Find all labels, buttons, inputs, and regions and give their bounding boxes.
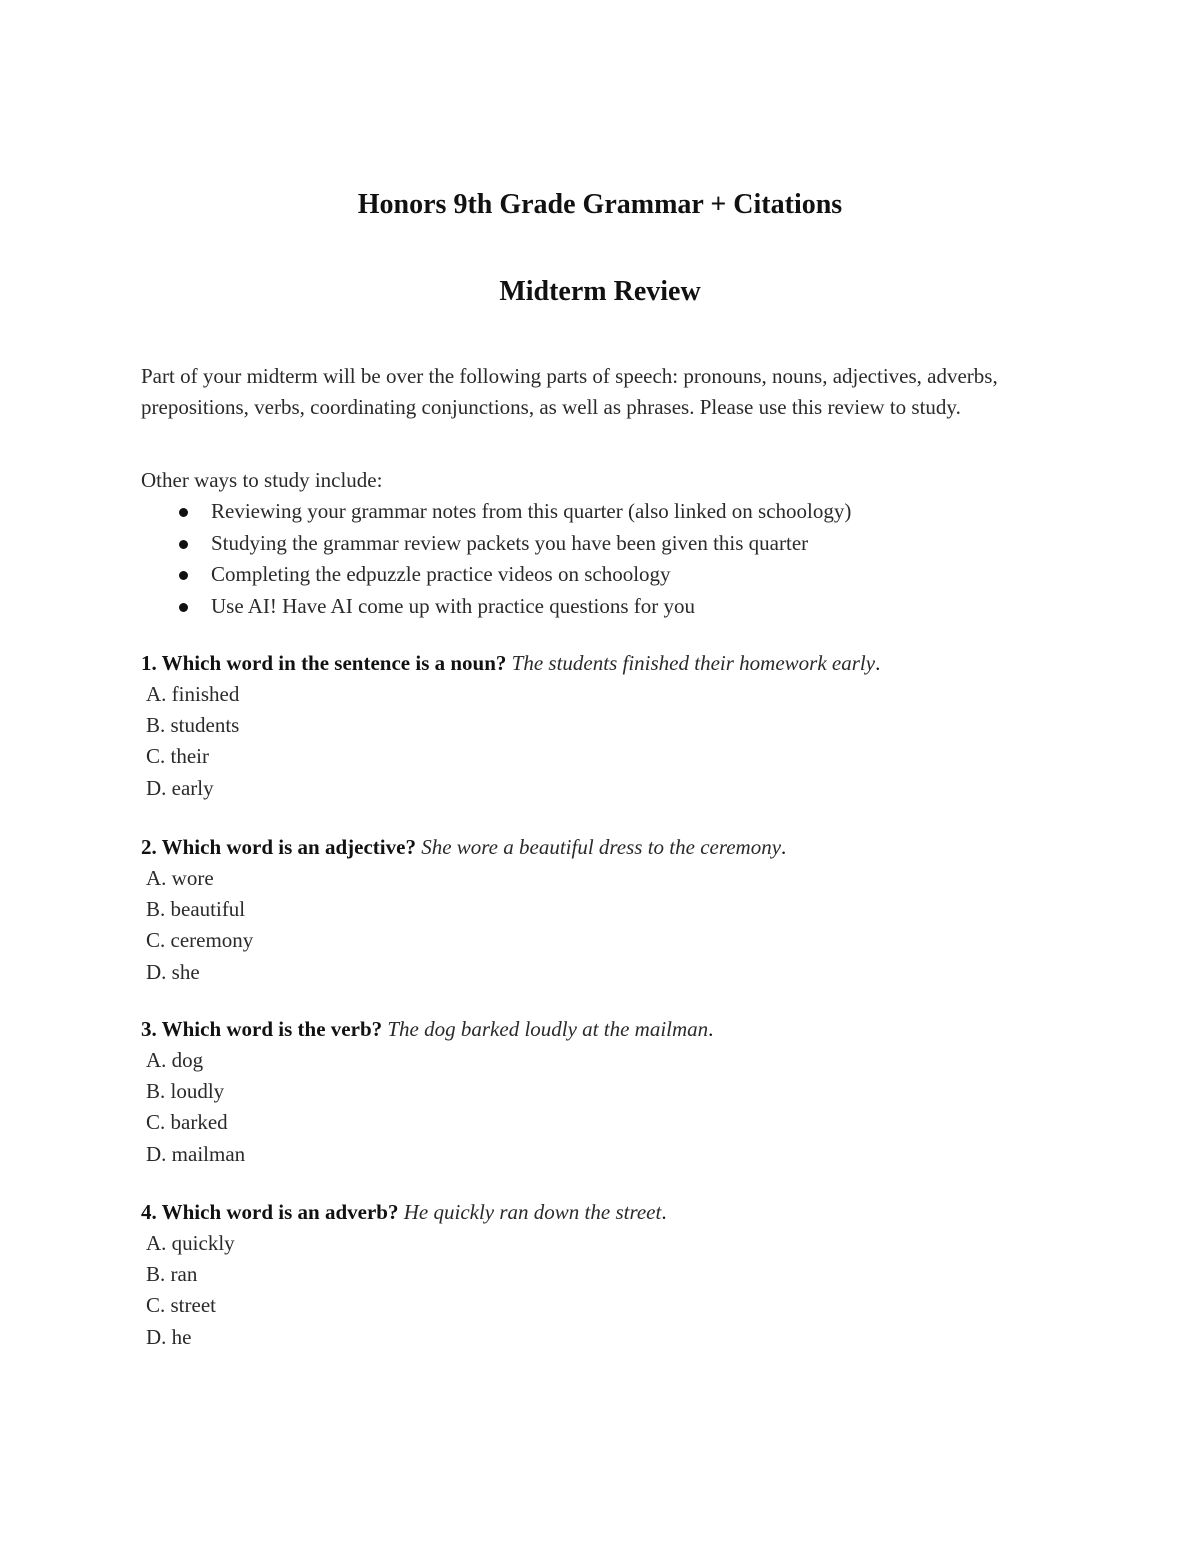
answer-options [141, 1045, 1091, 1170]
question-prompt [141, 648, 1091, 679]
question-sentence: The students finished their homework early [511, 651, 876, 675]
question-sentence: She wore a beautiful dress to the ceremony [421, 835, 782, 859]
study-tips-list [141, 496, 851, 622]
answer-option: A. finished [146, 682, 240, 706]
answer-option: D. mailman [146, 1141, 246, 1166]
study-tip-text: Reviewing your grammar notes from this quarter (also linked on schoology) [211, 499, 852, 523]
study-tip [141, 559, 851, 591]
study-tip-text: Studying the grammar review packets you have been given this quarter [211, 530, 809, 555]
document-subtitle: Midterm Review [499, 276, 701, 307]
study-tip-text: Completing the edpuzzle practice videos on schoology [211, 562, 671, 586]
answer-option: A. quickly [146, 1231, 235, 1255]
question-text: 2. Which word is an adjective? [141, 835, 416, 859]
answer-option: A. dog [146, 1048, 204, 1072]
answer-options [141, 863, 1091, 988]
answer-option: B. ran [146, 1262, 198, 1287]
question-sentence: He quickly ran down the street [403, 1200, 662, 1224]
answer-option: C. street [146, 1293, 216, 1318]
study-tip [141, 528, 851, 560]
other-ways-label: Other ways to study include: [141, 468, 383, 492]
question-text: 1. Which word in the sentence is a noun? [141, 651, 507, 675]
answer-options [141, 679, 1091, 804]
bullet-icon [179, 603, 188, 612]
question-sentence-end: . [781, 835, 787, 859]
question-sentence: The dog barked loudly at the mailman [387, 1017, 709, 1041]
answer-options [141, 1228, 1091, 1353]
answer-option: D. she [146, 959, 200, 984]
answer-option: D. early [146, 775, 214, 800]
study-tip [141, 496, 851, 528]
answer-option: D. he [146, 1324, 192, 1349]
question-prompt [141, 1197, 1091, 1228]
question-prompt [141, 832, 1091, 863]
answer-option: C. barked [146, 1110, 228, 1135]
question-sentence-end: . [708, 1017, 714, 1041]
question-1 [141, 648, 1091, 804]
question-3 [141, 1014, 1091, 1170]
question-sentence-end: . [661, 1200, 667, 1224]
bullet-icon [179, 508, 188, 517]
answer-option: B. students [146, 713, 240, 738]
bullet-icon [179, 571, 188, 580]
question-4 [141, 1197, 1091, 1353]
question-sentence-end: . [875, 651, 881, 675]
question-text: 3. Which word is the verb? [141, 1017, 383, 1041]
intro-paragraph: Part of your midterm will be over the following parts of speech: pronouns, nouns, adjectives, adverbs, prepositions, verbs, coordinating conjunctions, as well as phrases. Please use this review to study. [141, 364, 998, 419]
question-text: 4. Which word is an adverb? [141, 1200, 399, 1224]
bullet-icon [179, 540, 188, 549]
answer-option: B. beautiful [146, 897, 246, 922]
answer-option: B. loudly [146, 1079, 225, 1104]
document-title: Honors 9th Grade Grammar + Citations [357, 189, 843, 220]
question-prompt [141, 1014, 1091, 1045]
answer-option: A. wore [146, 866, 214, 890]
study-tip-text: Use AI! Have AI come up with practice questions for you [211, 593, 696, 618]
question-2 [141, 832, 1091, 988]
answer-option: C. their [146, 744, 209, 769]
answer-option: C. ceremony [146, 928, 254, 953]
study-tip [141, 591, 851, 623]
